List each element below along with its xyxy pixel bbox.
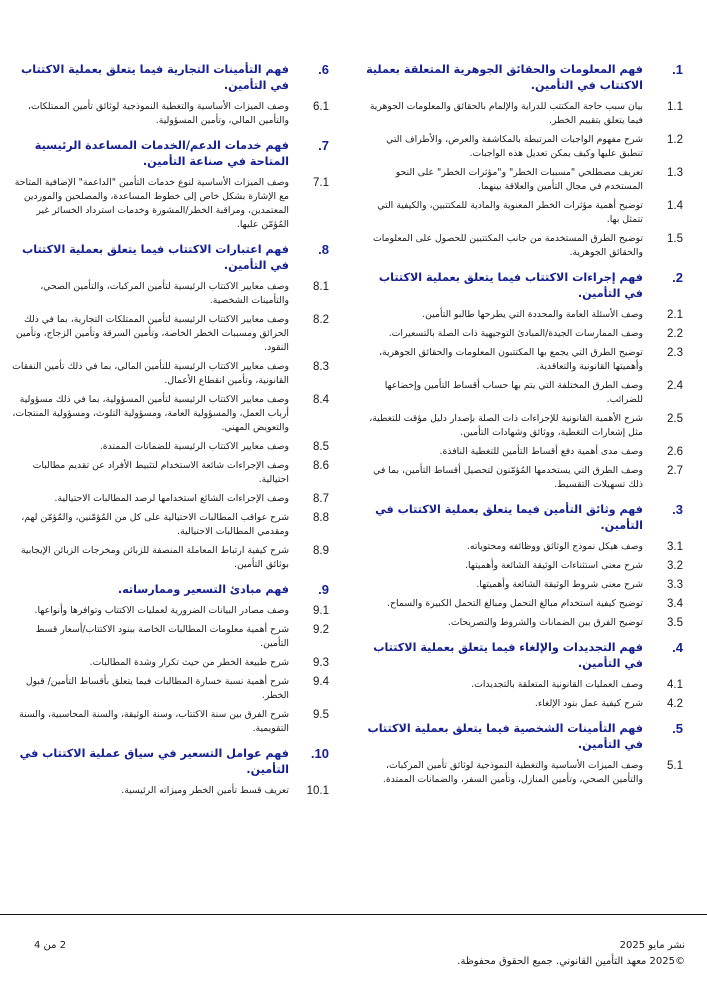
list-item — [363, 559, 683, 573]
item-text: وصف الطرق المختلفة التي يتم بها حساب أقساط التأمين وإخضاعها للضرائب. — [384, 380, 643, 405]
item-number: 8.9 — [313, 545, 329, 557]
section — [363, 640, 683, 711]
list-item — [363, 540, 683, 554]
list-item — [11, 675, 329, 703]
section-number: .8 — [318, 242, 329, 257]
section — [11, 62, 329, 128]
list-item — [363, 445, 683, 459]
section-number: .4 — [672, 640, 683, 655]
section-number: .3 — [672, 502, 683, 517]
content-area — [11, 62, 683, 808]
item-number: 1.1 — [667, 101, 683, 113]
section-title: فهم عوامل التسعير في سياق عملية الاكتتاب في التأمين. — [19, 747, 289, 776]
footer-publication-info — [457, 938, 685, 970]
item-number: 8.1 — [313, 281, 329, 293]
item-text: شرح الفرق بين سنة الاكتتاب، وسنة الوثيقة، والسنة المحاسبية، والسنة التقويمية. — [19, 709, 289, 734]
section-heading — [11, 62, 329, 94]
list-item — [11, 708, 329, 736]
item-number: 3.4 — [667, 598, 683, 610]
section-title: فهم إجراءات الاكتتاب فيما يتعلق بعملية الاكتتاب في التأمين. — [378, 271, 643, 300]
item-text: وصف الإجراءات الشائع استخدامها لرصد المطالبات الاحتيالية. — [54, 493, 289, 504]
page-number: 2 من 4 — [34, 940, 67, 951]
section-title: فهم التأمينات التجارية فيما يتعلق بعملية الاكتتاب في التأمين. — [21, 63, 289, 92]
item-text: شرح مفهوم الواجبات المرتبطة بالمكاشفة والعرض، والأطراف التي تنطبق عليها وكيف يمكن تعديل هذه الواجبات. — [386, 134, 643, 159]
section-heading — [363, 502, 683, 534]
section-title: فهم التجديدات والإلغاء فيما يتعلق بعملية الاكتتاب في التأمين. — [373, 641, 643, 670]
list-item — [363, 759, 683, 787]
item-text: شرح معنى شروط الوثيقة الشائعة وأهميتها. — [476, 579, 643, 590]
item-text: وصف الميزات الأساسية لنوع خدمات التأمين "الداعمة" الإضافية المتاحة مع الإشارة بشكل خاص إلى خطوط المساعدة، والمصلحين والموردين المعتمدين، ومراقبة الخطر/المشورة وخدمات استرداد الخسائر غير المُؤمّن عليها. — [14, 177, 289, 230]
item-text: وصف العمليات القانونية المتعلقة بالتجديدات. — [471, 679, 643, 690]
item-text: وصف معايير الاكتتاب الرئيسية للضمانات الممتدة. — [99, 441, 289, 452]
item-text: شرح كيفية عمل بنود الإلغاء. — [534, 698, 643, 709]
list-item — [11, 100, 329, 128]
list-item — [363, 199, 683, 227]
section-number: .10 — [310, 746, 329, 761]
section-heading — [11, 746, 329, 778]
list-item — [363, 166, 683, 194]
list-item — [11, 313, 329, 355]
section-title: فهم وثائق التأمين فيما يتعلق بعملية الاكتتاب في التأمين. — [375, 503, 643, 532]
list-item — [363, 578, 683, 592]
item-number: 2.1 — [667, 309, 683, 321]
list-item — [11, 784, 329, 798]
list-item — [363, 697, 683, 711]
item-number: 1.3 — [667, 167, 683, 179]
item-number: 2.6 — [667, 446, 683, 458]
copyright-notice: ©2025 معهد التأمين القانوني. جميع الحقوق محفوظة. — [457, 956, 685, 967]
item-number: 8.7 — [313, 493, 329, 505]
item-number: 8.6 — [313, 460, 329, 472]
list-item — [363, 346, 683, 374]
item-text: توضيح أهمية مؤثرات الخطر المعنوية والمادية للمكتتبين، والكيفية التي تتمثل بها. — [377, 200, 643, 225]
item-number: 8.4 — [313, 394, 329, 406]
list-item — [363, 232, 683, 260]
item-text: شرح طبيعة الخطر من حيث تكرار وشدة المطالبات. — [89, 657, 289, 668]
footer-divider — [0, 914, 707, 915]
item-text: توضيح الطرق المستخدمة من جانب المكتتبين للحصول على المعلومات والحقائق الجوهرية. — [372, 233, 643, 258]
section — [363, 502, 683, 630]
item-number: 4.1 — [667, 679, 683, 691]
section — [363, 721, 683, 787]
list-item — [11, 360, 329, 388]
list-item — [11, 544, 329, 572]
item-number: 9.3 — [313, 657, 329, 669]
list-item — [11, 604, 329, 618]
list-item — [11, 492, 329, 506]
item-number: 10.1 — [306, 785, 329, 797]
item-number: 3.2 — [667, 560, 683, 572]
list-item — [11, 459, 329, 487]
item-text: شرح أهمية معلومات المطالبات الخاصة ببنود الاكتتاب/أسعار قسط التأمين. — [35, 624, 289, 649]
item-text: شرح عواقب المطالبات الاحتيالية على كل من المُؤمّنين، والمُؤمّن لهم، ومقدمي المطالبات الاحتيالية. — [21, 512, 289, 537]
item-number: 2.4 — [667, 380, 683, 392]
section-number: .1 — [672, 62, 683, 77]
item-text: شرح معنى استثناءات الوثيقة الشائعة وأهميتها. — [465, 560, 643, 571]
list-item — [363, 308, 683, 322]
item-text: وصف معايير الاكتتاب الرئيسية لتأمين الممتلكات التجارية، بما في ذلك الحرائق ومسببات الخطر الخاصة، وتأمين السرقة وتأمين الزجاج، وتأمين النقود. — [15, 314, 289, 353]
section-heading — [11, 138, 329, 170]
item-text: وصف هيكل نموذج الوثائق ووظائفه ومحتوياته. — [466, 541, 643, 552]
list-item — [363, 678, 683, 692]
item-text: تعريف قسط تأمين الخطر وميزاته الرئيسية. — [121, 785, 289, 796]
item-text: وصف الميزات الأساسية والتغطية النموذجية لوثائق تأمين المركبات، والتأمين الصحي، وتأمين المنازل، وتأمين السفر، والضمانات الممتدة. — [382, 760, 643, 785]
item-number: 1.4 — [667, 200, 683, 212]
item-number: 8.5 — [313, 441, 329, 453]
section-heading — [363, 640, 683, 672]
section-heading — [11, 582, 329, 598]
section-heading — [363, 62, 683, 94]
item-number: 9.4 — [313, 676, 329, 688]
section-title: فهم مبادئ التسعير وممارساته. — [117, 583, 289, 596]
item-text: وصف الإجراءات شائعة الاستخدام لتثبيط الأفراد عن تقديم مطالبات احتيالية. — [32, 460, 289, 485]
section — [363, 62, 683, 260]
item-number: 3.3 — [667, 579, 683, 591]
list-item — [11, 623, 329, 651]
item-number: 9.2 — [313, 624, 329, 636]
item-number: 8.2 — [313, 314, 329, 326]
list-item — [11, 511, 329, 539]
item-text: توضيح الطرق التي يجمع بها المكتتبون المعلومات والحقائق الجوهرية، وأهميتها القانونية والتعاقدية. — [378, 347, 643, 372]
list-item — [363, 412, 683, 440]
list-item — [363, 133, 683, 161]
item-text: وصف مدى أهمية دفع أقساط التأمين للتغطية النافذة. — [439, 446, 643, 457]
list-item — [363, 616, 683, 630]
item-text: شرح الأهمية القانونية للإجراءات ذات الصلة بإصدار دليل مؤقت للتغطية، مثل إشعارات التغطية، ووثائق وشهادات التأمين. — [369, 413, 643, 438]
item-number: 8.8 — [313, 512, 329, 524]
list-item — [363, 100, 683, 128]
item-text: وصف الطرق التي يستخدمها المُؤمّنون لتحصيل أقساط التأمين، بما في ذلك تسهيلات التقسيط. — [373, 465, 643, 490]
section-title: فهم اعتبارات الاكتتاب فيما يتعلق بعملية الاكتتاب في التأمين. — [22, 243, 289, 272]
item-number: 2.7 — [667, 465, 683, 477]
item-number: 3.5 — [667, 617, 683, 629]
list-item — [363, 597, 683, 611]
item-text: وصف الممارسات الجيدة/المبادئ التوجيهية ذات الصلة بالتسعيرات. — [388, 328, 643, 339]
item-number: 8.3 — [313, 361, 329, 373]
item-text: شرح أهمية نسبة خسارة المطالبات فيما يتعلق بأقساط التأمين/ قبول الخطر. — [25, 676, 289, 701]
section — [11, 582, 329, 736]
item-number: 6.1 — [313, 101, 329, 113]
right-column — [363, 62, 683, 808]
item-number: 2.3 — [667, 347, 683, 359]
list-item — [363, 464, 683, 492]
item-number: 1.2 — [667, 134, 683, 146]
left-column — [11, 62, 329, 808]
list-item — [363, 379, 683, 407]
list-item — [11, 176, 329, 232]
section-title: فهم المعلومات والحقائق الجوهرية المتعلقة بعملية الاكتتاب في التأمين. — [366, 63, 643, 92]
section — [11, 242, 329, 572]
item-text: وصف معايير الاكتتاب الرئيسية لتأمين المركبات، والتأمين الصحي، والتأمينات الشخصية. — [40, 281, 289, 306]
section-title: فهم خدمات الدعم/الخدمات المساعدة الرئيسية المتاحة في صناعة التأمين. — [34, 139, 289, 168]
list-item — [11, 393, 329, 435]
item-number: 2.2 — [667, 328, 683, 340]
item-number: 9.5 — [313, 709, 329, 721]
item-number: 2.5 — [667, 413, 683, 425]
item-text: توضيح كيفية استخدام مبالغ التحمل ومبالغ التحمل الكبيرة والسماح. — [387, 598, 643, 609]
item-text: بيان سبب حاجة المكتتب للدراية والإلمام بالحقائق والمعلومات الجوهرية فيما يتعلق بتقييم الخطر. — [369, 101, 643, 126]
list-item — [11, 440, 329, 454]
section-number: .6 — [318, 62, 329, 77]
publication-date: نشر مايو 2025 — [619, 940, 685, 951]
section — [11, 746, 329, 798]
item-text: توضيح الفرق بين الضمانات والشروط والتصريحات. — [447, 617, 643, 628]
item-text: وصف الأسئلة العامة والمحددة التي يطرحها طالبو التأمين. — [422, 309, 643, 320]
item-text: وصف معايير الاكتتاب الرئيسية للتأمين المالي، بما في ذلك تأمين النفقات القانونية، وتأمين انقطاع الأعمال. — [12, 361, 289, 386]
item-text: شرح كيفية ارتباط المعاملة المنصفة للزبائن ومخرجات الزبائن الإيجابية بوثائق التأمين. — [20, 545, 289, 570]
item-text: وصف مصادر البيانات الضرورية لعمليات الاكتتاب وتوافرها وأنواعها. — [34, 605, 289, 616]
list-item — [363, 327, 683, 341]
section-heading — [363, 721, 683, 753]
item-number: 9.1 — [313, 605, 329, 617]
item-text: وصف معايير الاكتتاب الرئيسية لتأمين المسؤولية، بما في ذلك مسؤولية أرباب العمل، والمسؤولية العامة، ومسؤولية التلوث، ومسؤولية المنتجات، والتعويض المهني. — [12, 394, 289, 433]
list-item — [11, 280, 329, 308]
item-number: 7.1 — [313, 177, 329, 189]
section — [11, 138, 329, 232]
item-number: 5.1 — [667, 760, 683, 772]
item-number: 1.5 — [667, 233, 683, 245]
item-number: 3.1 — [667, 541, 683, 553]
list-item — [11, 656, 329, 670]
item-text: وصف الميزات الأساسية والتغطية النموذجية لوثائق تأمين الممتلكات، والتأمين المالي، وتأمين المسؤولية. — [28, 101, 289, 126]
item-number: 4.2 — [667, 698, 683, 710]
section-number: .9 — [318, 582, 329, 597]
section-number: .7 — [318, 138, 329, 153]
section — [363, 270, 683, 492]
section-heading — [363, 270, 683, 302]
section-heading — [11, 242, 329, 274]
section-number: .5 — [672, 721, 683, 736]
section-title: فهم التأمينات الشخصية فيما يتعلق بعملية الاكتتاب في التأمين. — [367, 722, 643, 751]
item-text: تعريف مصطلحي "مسببات الخطر" و"مؤثرات الخطر" على النحو المستخدم في مجال التأمين والعلاقة بينهما. — [395, 167, 643, 192]
section-number: .2 — [672, 270, 683, 285]
